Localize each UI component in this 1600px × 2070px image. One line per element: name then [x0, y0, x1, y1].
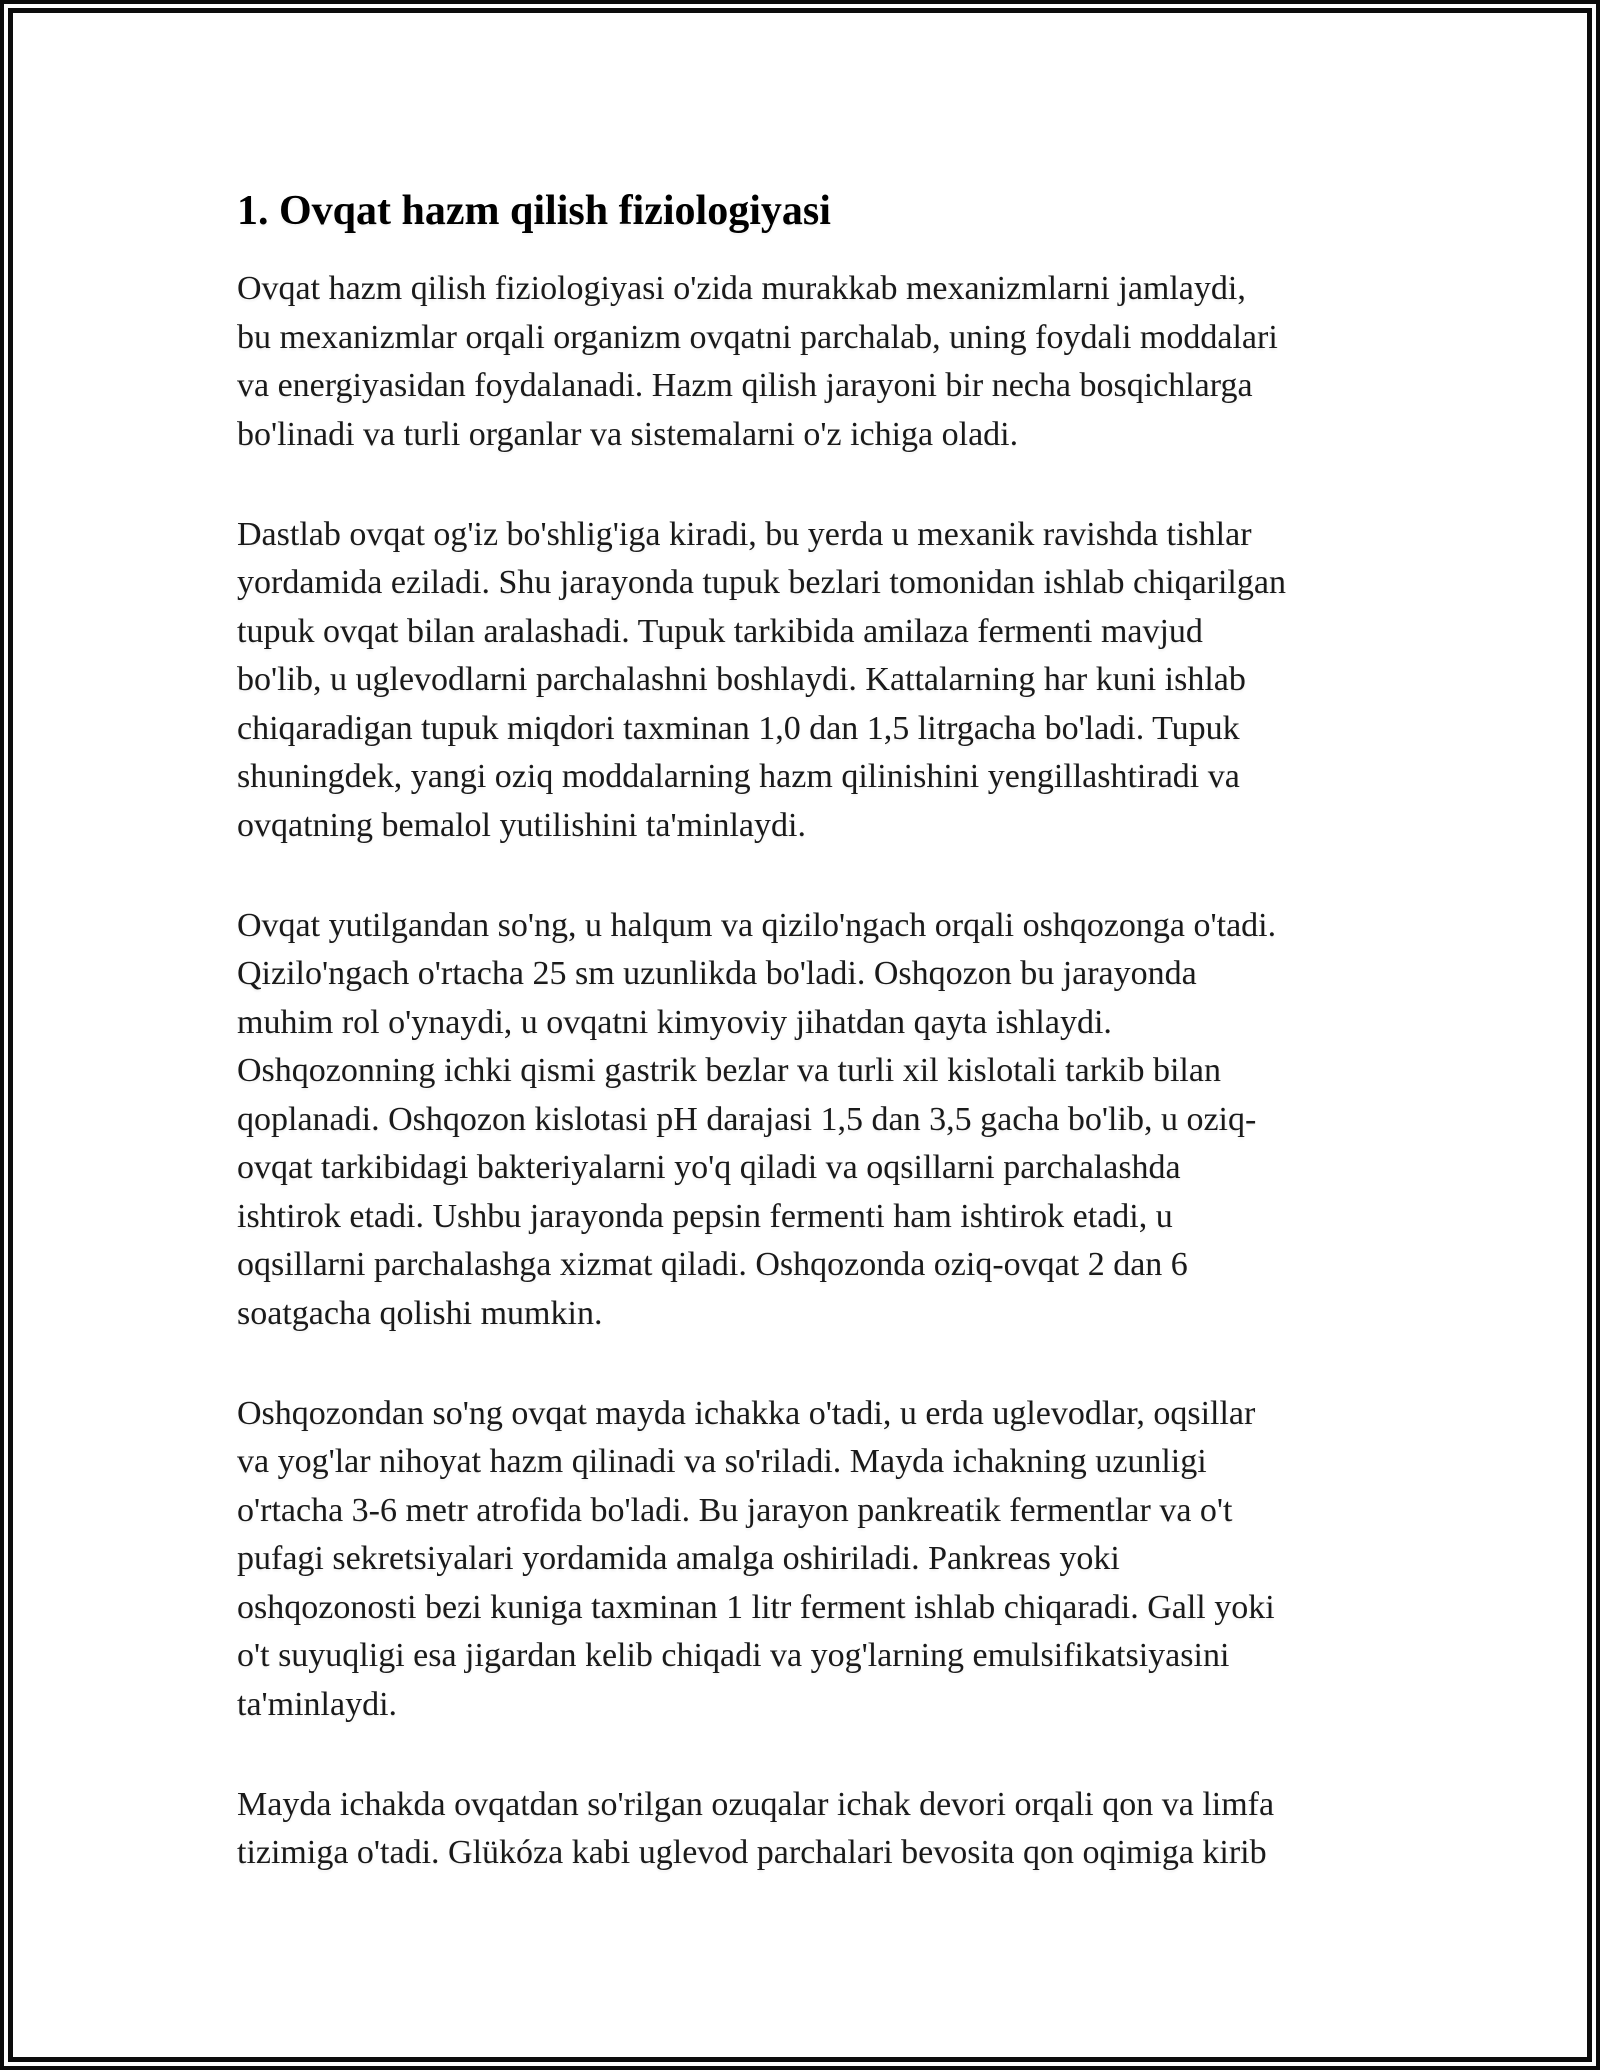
text-line: bo'linadi va turli organlar va sistemalarni o'z ichiga oladi. [237, 415, 1019, 453]
text-line: o't suyuqligi esa jigardan kelib chiqadi va yog'larning emulsifikatsiyasini [237, 1637, 1230, 1674]
text-line: shuningdek, yangi oziq moddalarning hazm qilinishini yengillashtiradi va [237, 758, 1240, 795]
text-line: Dastlab ovqat og'iz bo'shlig'iga kiradi, bu yerda u mexanik ravishda tishlar [237, 515, 1252, 553]
document-page [237, 13, 1547, 1878]
text-line: pufagi sekretsiyalari yordamida amalga oshiriladi. Pankreas yoki [237, 1540, 1120, 1577]
text-line: tupuk ovqat bilan aralashadi. Tupuk tarkibida amilaza fermenti mavjud [237, 612, 1203, 650]
text-line: ta'minlaydi. [237, 1685, 398, 1723]
text-line: Ovqat yutilgandan so'ng, u halqum va qizilo'ngach orqali oshqozonga o'tadi. [237, 906, 1277, 944]
paragraph-2 [237, 511, 1547, 851]
text-line: oqsillarni parchalashga xizmat qiladi. Oshqozonda oziq-ovqat 2 dan 6 [237, 1246, 1188, 1283]
paragraph-1 [237, 265, 1547, 459]
text-line: oshqozonosti bezi kuniga taxminan 1 litr ferment ishlab chiqaradi. Gall yoki [237, 1588, 1275, 1626]
text-line: chiqaradigan tupuk miqdori taxminan 1,0 dan 1,5 litrgacha bo'ladi. Tupuk [237, 709, 1240, 747]
paragraph-3 [237, 902, 1547, 1339]
text-line: bu mexanizmlar orqali organizm ovqatni parchalab, uning foydali moddalari [237, 318, 1278, 356]
text-line: tizimiga o'tadi. Glükóza kabi uglevod parchalari bevosita qon oqimiga kirib [237, 1834, 1267, 1871]
text-line: Mayda ichakda ovqatdan so'rilgan ozuqalar ichak devori orqali qon va limfa [237, 1785, 1275, 1823]
text-line: Ovqat hazm qilish fiziologiyasi o'zida murakkab mexanizmlarni jamlaydi, [237, 270, 1246, 307]
text-line: o'rtacha 3-6 metr atrofida bo'ladi. Bu jarayon pankreatik fermentlar va o't [237, 1491, 1233, 1529]
text-line: soatgacha qolishi mumkin. [237, 1294, 603, 1332]
text-line: Qizilo'ngach o'rtacha 25 sm uzunlikda bo'ladi. Oshqozon bu jarayonda [237, 955, 1197, 992]
page-inner-border [8, 8, 1592, 2062]
text-line: muhim rol o'ynaydi, u ovqatni kimyoviy jihatdan qayta ishlaydi. [237, 1003, 1112, 1041]
document-title: 1. Ovqat hazm qilish fiziologiyasi [237, 188, 831, 234]
text-line: ishtirok etadi. Ushbu jarayonda pepsin fermenti ham ishtirok etadi, u [237, 1197, 1173, 1235]
text-line: bo'lib, u uglevodlarni parchalashni boshlaydi. Kattalarning har kuni ishlab [237, 661, 1246, 698]
text-line: va energiyasidan foydalanadi. Hazm qilish jarayoni bir necha bosqichlarga [237, 367, 1253, 404]
text-line: ovqat tarkibidagi bakteriyalarni yo'q qiladi va oqsillarni parchalashda [237, 1149, 1181, 1186]
paragraph-5 [237, 1781, 1547, 1878]
text-line: yordamida eziladi. Shu jarayonda tupuk bezlari tomonidan ishlab chiqarilgan [237, 564, 1286, 601]
text-line: Oshqozondan so'ng ovqat mayda ichakka o'tadi, u erda uglevodlar, oqsillar [237, 1394, 1256, 1432]
text-line: va yog'lar nihoyat hazm qilinadi va so'riladi. Mayda ichakning uzunligi [237, 1443, 1207, 1480]
paragraph-4 [237, 1390, 1547, 1730]
text-line: ovqatning bemalol yutilishini ta'minlaydi. [237, 806, 806, 844]
text-line: Oshqozonning ichki qismi gastrik bezlar va turli xil kislotali tarkib bilan [237, 1052, 1221, 1089]
text-line: qoplanadi. Oshqozon kislotasi pH darajasi 1,5 dan 3,5 gacha bo'lib, u oziq- [237, 1100, 1257, 1138]
